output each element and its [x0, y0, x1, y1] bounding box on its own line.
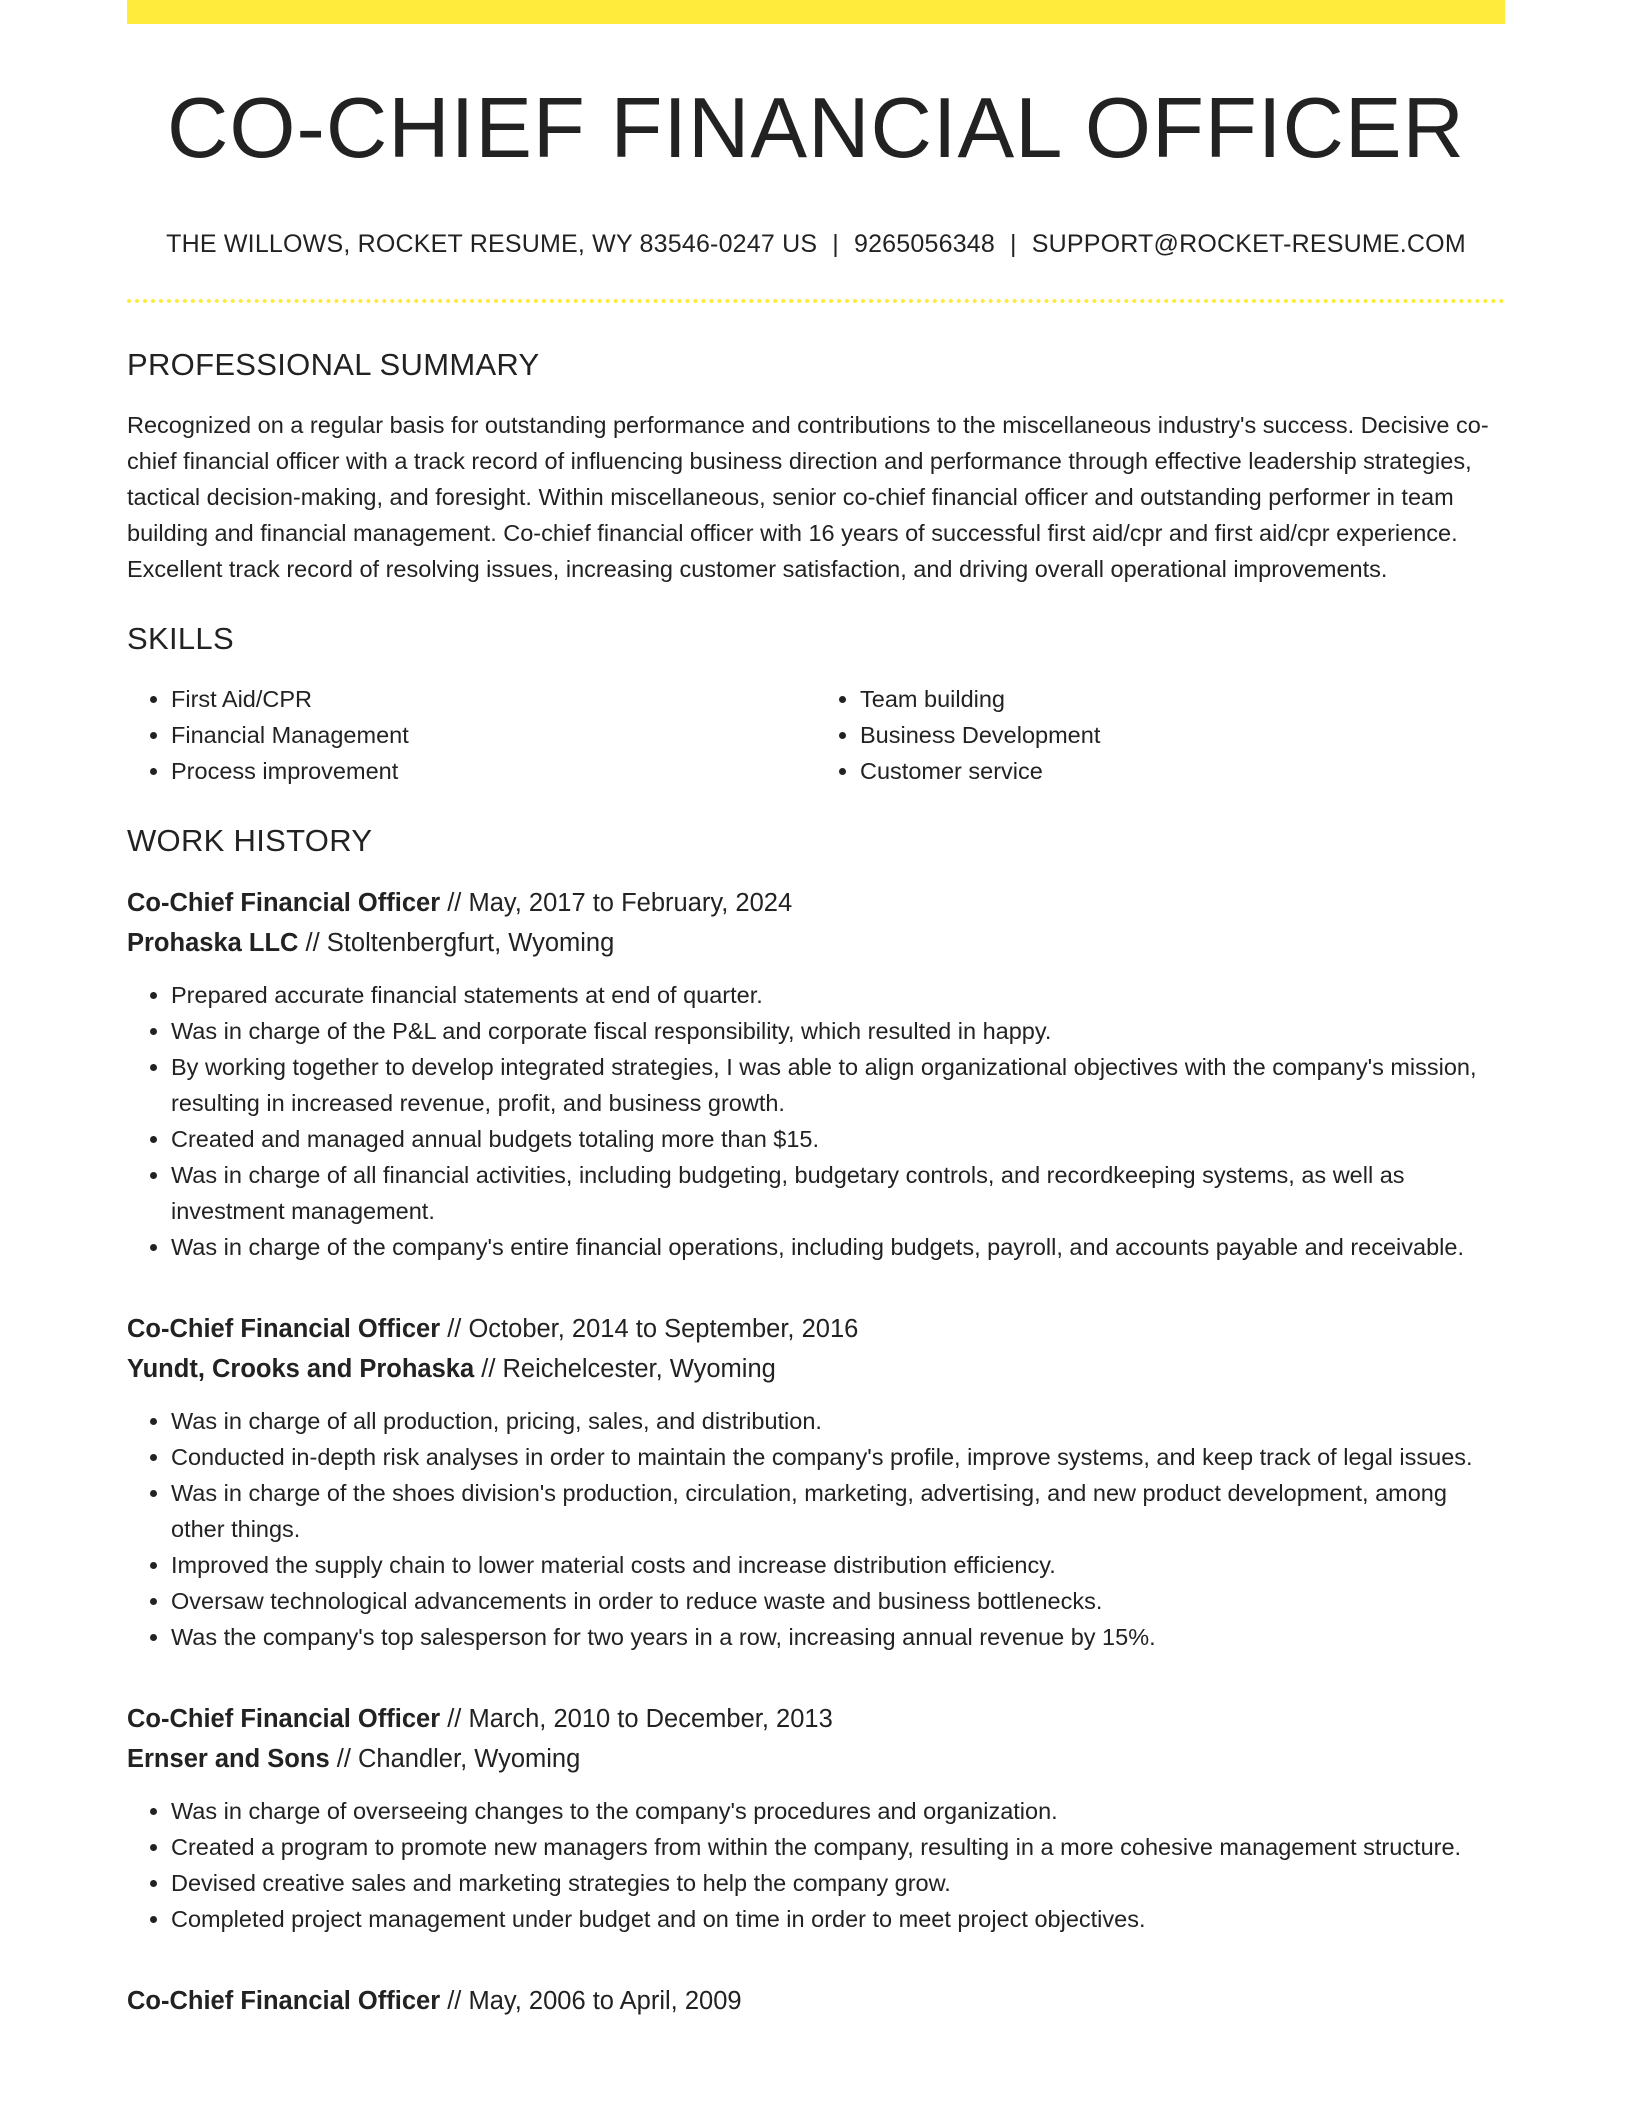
- contact-separator: |: [1010, 229, 1017, 258]
- contact-separator: |: [832, 229, 839, 258]
- job-company-line: [127, 1739, 1505, 1779]
- job-role: Co-Chief Financial Officer: [127, 1704, 441, 1733]
- job-bullet: • Prepared accurate financial statements at end of quarter.: [171, 977, 1505, 1013]
- job-bullet: • Devised creative sales and marketing strategies to help the company grow.: [171, 1865, 1505, 1901]
- summary-heading: PROFESSIONAL SUMMARY: [127, 346, 540, 382]
- job-bullets: [127, 977, 1505, 1265]
- job-bullet: • Improved the supply chain to lower material costs and increase distribution efficiency.: [171, 1547, 1505, 1583]
- job-bullet: • Was the company's top salesperson for two years in a row, increasing annual revenue by 15%.: [171, 1619, 1505, 1655]
- job-location: // Stoltenbergfurt, Wyoming: [298, 928, 615, 957]
- job-bullet: • Was in charge of all production, pricing, sales, and distribution.: [171, 1403, 1505, 1439]
- job-title-line: [127, 883, 1505, 923]
- job-dates: // March, 2010 to December, 2013: [440, 1704, 833, 1733]
- job-bullet: • Was in charge of the P&L and corporate fiscal responsibility, which resulted in happy.: [171, 1013, 1505, 1049]
- job-role: Co-Chief Financial Officer: [127, 1986, 441, 2015]
- skill-item: • Business Development: [860, 717, 1505, 753]
- skill-item: • Customer service: [860, 753, 1505, 789]
- top-accent-bar: [127, 0, 1505, 24]
- job-role: Co-Chief Financial Officer: [127, 888, 441, 917]
- job-title-line: [127, 1309, 1505, 1349]
- job-bullets: [127, 1793, 1505, 1937]
- contact-address: THE WILLOWS, ROCKET RESUME, WY 83546-0247 US: [166, 229, 818, 258]
- job-bullet: • Conducted in-depth risk analyses in order to maintain the company's profile, improve systems, and keep track of legal issues.: [171, 1439, 1505, 1475]
- job-entry: [127, 1981, 1505, 2021]
- summary-text: Recognized on a regular basis for outstanding performance and contributions to the miscellaneous industry's success. Decisive co-chief financial officer with a track record of influencing business direction and performance through effective leadership strategies, tactical decision-making, and foresight. Within miscellaneous, senior co-chief financial officer and outstanding performer in team building and financial management. Co-chief financial officer with 16 years of successful first aid/cpr and first aid/cpr experience. Excellent track record of resolving issues, increasing customer satisfaction, and driving overall operational improvements.: [127, 411, 1489, 582]
- job-dates: // May, 2017 to February, 2024: [440, 888, 793, 917]
- job-location: // Chandler, Wyoming: [329, 1744, 581, 1773]
- job-entry: [127, 1699, 1505, 1937]
- job-bullet: • Was in charge of overseeing changes to the company's procedures and organization.: [171, 1793, 1505, 1829]
- job-bullet: • Completed project management under budget and on time in order to meet project objectives.: [171, 1901, 1505, 1937]
- job-bullet: • By working together to develop integrated strategies, I was able to align organizational objectives with the company's mission, resulting in increased revenue, profit, and business growth.: [171, 1049, 1505, 1121]
- job-title-line: [127, 1699, 1505, 1739]
- job-dates: // October, 2014 to September, 2016: [440, 1314, 859, 1343]
- work-history-heading: WORK HISTORY: [127, 822, 373, 858]
- skill-item: • Financial Management: [171, 717, 816, 753]
- resume-page: [127, 0, 1505, 2021]
- job-bullet: • Was in charge of the company's entire financial operations, including budgets, payroll, and accounts payable and receivable.: [171, 1229, 1505, 1265]
- dotted-divider: [127, 299, 1505, 303]
- skill-item: • First Aid/CPR: [171, 681, 816, 717]
- skills-heading: SKILLS: [127, 620, 234, 656]
- job-entry: [127, 883, 1505, 1265]
- job-role: Co-Chief Financial Officer: [127, 1314, 441, 1343]
- job-dates: // May, 2006 to April, 2009: [440, 1986, 742, 2015]
- job-company: Prohaska LLC: [127, 928, 299, 957]
- job-company: Ernser and Sons: [127, 1744, 330, 1773]
- job-title-line: [127, 1981, 1505, 2021]
- resume-title: CO-CHIEF FINANCIAL OFFICER: [167, 81, 1465, 176]
- job-bullet: • Created and managed annual budgets totaling more than $15.: [171, 1121, 1505, 1157]
- job-bullet: • Created a program to promote new managers from within the company, resulting in a more cohesive management structure.: [171, 1829, 1505, 1865]
- skill-item: • Team building: [860, 681, 1505, 717]
- skills-column-right: [816, 681, 1505, 789]
- job-company: Yundt, Crooks and Prohaska: [127, 1354, 475, 1383]
- skills-list: [127, 681, 1505, 789]
- job-bullets: [127, 1403, 1505, 1655]
- skills-column-left: [127, 681, 816, 789]
- contact-email: SUPPORT@ROCKET-RESUME.COM: [1031, 229, 1466, 258]
- contact-line: [127, 230, 1505, 259]
- job-entry: [127, 1309, 1505, 1655]
- job-company-line: [127, 1349, 1505, 1389]
- job-bullet: • Was in charge of the shoes division's production, circulation, marketing, advertising, and new product development, among other things.: [171, 1475, 1505, 1547]
- job-bullet: • Oversaw technological advancements in order to reduce waste and business bottlenecks.: [171, 1583, 1505, 1619]
- skill-item: • Process improvement: [171, 753, 816, 789]
- job-company-line: [127, 923, 1505, 963]
- job-location: // Reichelcester, Wyoming: [474, 1354, 776, 1383]
- job-bullet: • Was in charge of all financial activities, including budgeting, budgetary controls, and recordkeeping systems, as well as investment management.: [171, 1157, 1505, 1229]
- contact-phone: 9265056348: [853, 229, 996, 258]
